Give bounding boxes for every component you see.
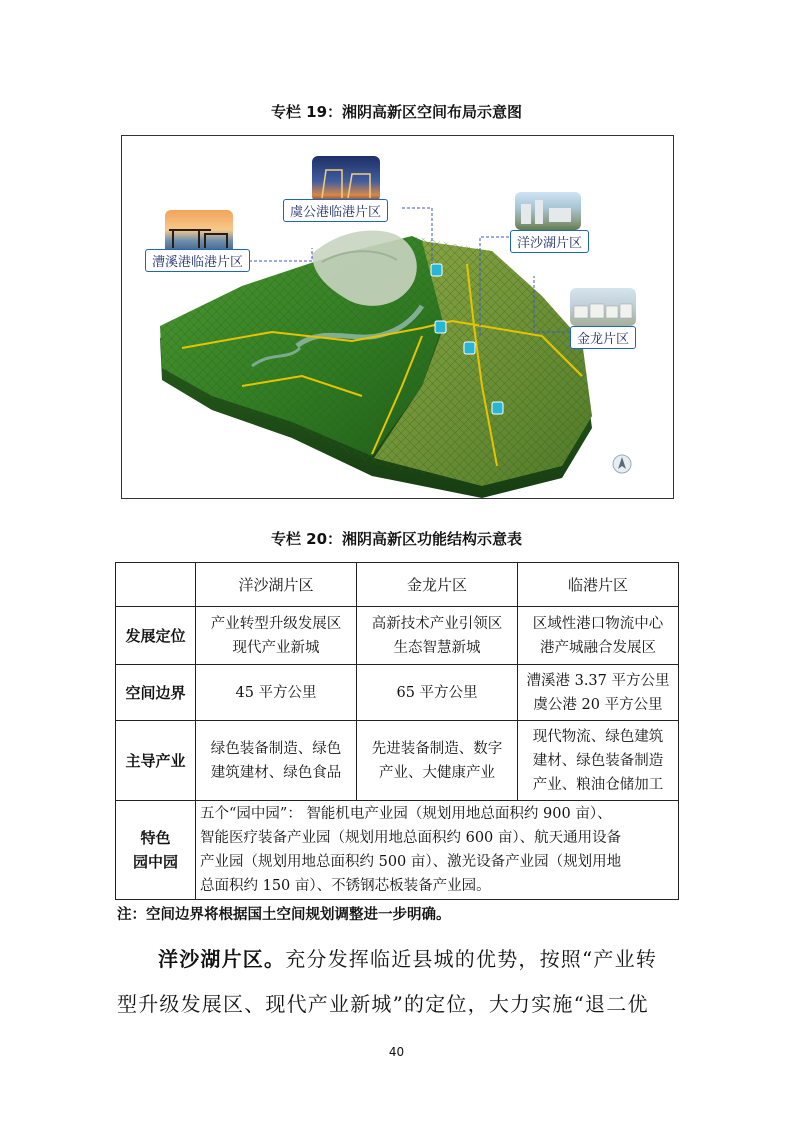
cell-text: 总面积约 150 亩）、不锈钢芯板装备产业园。 (200, 878, 491, 894)
cell-text: 现代物流、绿色建筑 (532, 728, 664, 745)
cell-text: 虞公港 20 平方公里 (533, 696, 663, 713)
cell-text: 产业、粮油仓储加工 (532, 776, 664, 793)
table-row (116, 721, 679, 801)
header-port: 临港片区 (518, 563, 679, 607)
cell-text: 建材、绿色装备制造 (532, 752, 664, 769)
row-label: 空间边界 (116, 665, 196, 721)
paragraph-heading: 洋沙湖片区。 (158, 947, 286, 971)
header-jinlong: 金龙片区 (357, 563, 518, 607)
port-crane-photo (165, 210, 233, 254)
cell-text: 产业园（规划用地总面积约 500 亩）、激光设备产业园（规划用地 (200, 854, 622, 870)
port-night-photo (312, 156, 380, 202)
cell-text: 先进装备制造、数字 (371, 740, 503, 757)
body-paragraph-line: 洋沙湖片区。充分发挥临近县城的优势，按照“产业转 (158, 947, 658, 971)
body-paragraph-line: 型升级发展区、现代产业新城”的定位，大力实施“退二优 (117, 992, 649, 1016)
label-caoxi-port-zone: 漕溪港临港片区 (145, 249, 250, 272)
row-label: 发展定位 (116, 607, 196, 665)
header-empty (116, 563, 196, 607)
label-yangsha-lake-zone: 洋沙湖片区 (510, 230, 589, 253)
cell-text: 区域性港口物流中心 (532, 615, 664, 632)
table-header-row (116, 563, 679, 607)
cell-text: 产业转型升级发展区 (210, 615, 342, 632)
cell-text: 现代产业新城 (232, 639, 320, 656)
page-number: 40 (388, 1045, 405, 1059)
header-yangsha: 洋沙湖片区 (196, 563, 357, 607)
special-parks-cell (196, 801, 679, 900)
cell-text: 65 平方公里 (396, 684, 478, 701)
cell-text: 五个“园中园”： 智能机电产业园（规划用地总面积约 900 亩）、 (200, 806, 612, 822)
factory-buildings-photo (570, 288, 636, 326)
label-yugong-port-zone: 虞公港临港片区 (283, 199, 388, 222)
function-structure-table (115, 562, 679, 900)
cell-text: 高新技术产业引领区 (371, 615, 503, 632)
row-label: 主导产业 (116, 721, 196, 801)
layout-map-figure (121, 135, 674, 499)
table-row (116, 607, 679, 665)
table-caption: 专栏 20：湘阴高新区功能结构示意表 (270, 530, 523, 548)
table-row (116, 801, 679, 900)
cell-text: 绿色装备制造、绿色 (210, 740, 342, 757)
cell-text: 建筑建材、绿色食品 (210, 764, 342, 781)
cell-text: 智能医疗装备产业园（规划用地总面积约 600 亩）、航天通用设备 (200, 830, 622, 846)
cell-text: 漕溪港 3.37 平方公里 (526, 672, 670, 689)
compass-icon (613, 455, 631, 473)
figure-caption: 专栏 19：湘阴高新区空间布局示意图 (270, 103, 523, 121)
table-row (116, 665, 679, 721)
industrial-park-photo (515, 192, 581, 230)
table-note: 注：空间边界将根据国土空间规划调整进一步明确。 (117, 907, 451, 923)
row-label: 特色 园中园 (116, 801, 196, 900)
cell-text: 生态智慧新城 (393, 639, 481, 656)
label-jinlong-zone: 金龙片区 (570, 326, 636, 349)
cell-text: 产业、大健康产业 (379, 764, 495, 781)
cell-text: 港产城融合发展区 (540, 639, 656, 656)
cell-text: 45 平方公里 (235, 684, 317, 701)
